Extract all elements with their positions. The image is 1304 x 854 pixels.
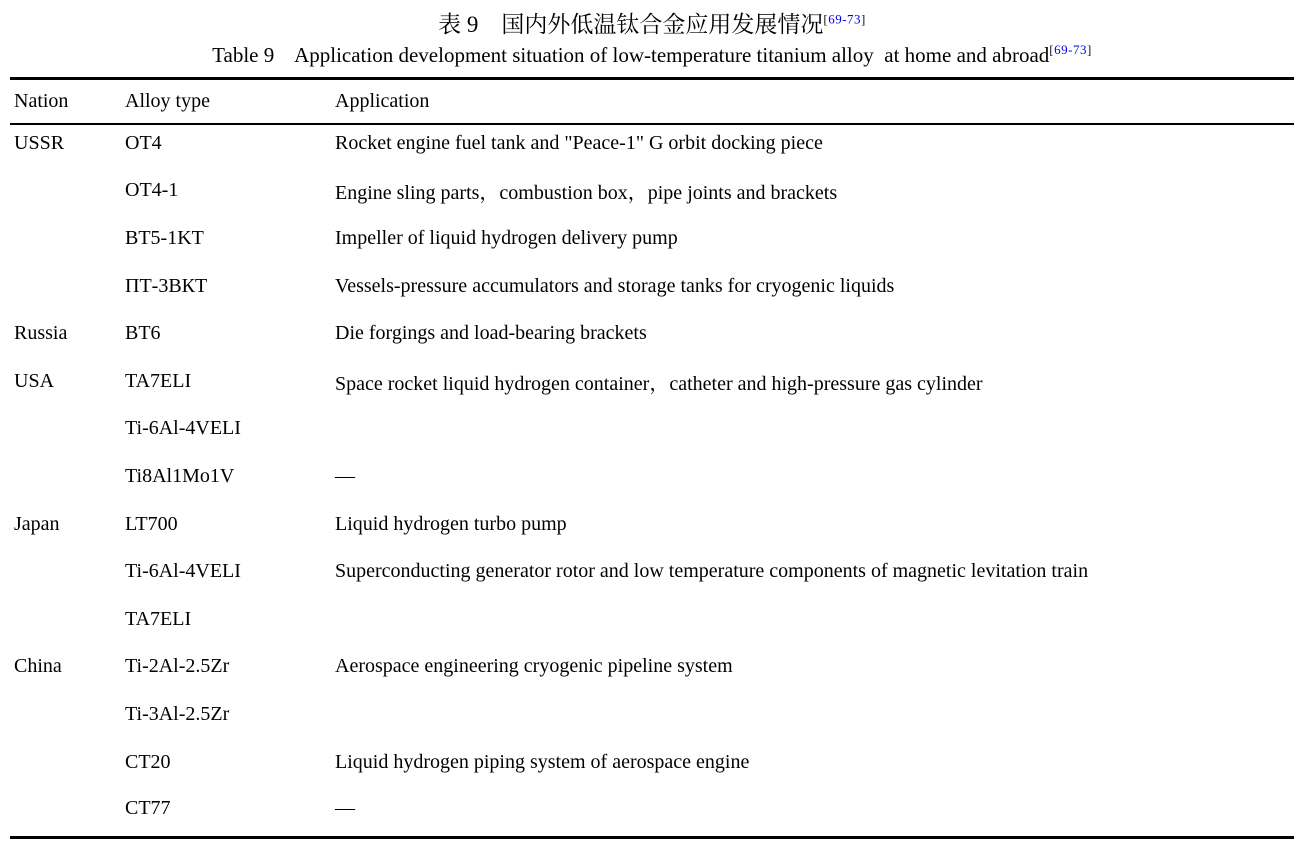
table-row xyxy=(10,124,1294,172)
table-row xyxy=(10,695,1294,743)
citation-close-bracket: ] xyxy=(1086,42,1092,57)
nation-cell xyxy=(10,599,121,647)
application-cell xyxy=(331,599,1294,647)
header-nation: Nation xyxy=(10,79,121,124)
application-cell xyxy=(331,695,1294,743)
citation-reference-numbers: 69-73 xyxy=(828,11,862,27)
application-cell xyxy=(331,409,1294,457)
application-cell: Liquid hydrogen piping system of aerospace engine xyxy=(335,750,750,773)
nation-cell xyxy=(10,266,121,314)
alloy-cell: CT77 xyxy=(125,797,171,820)
alloy-application-table xyxy=(10,77,1294,839)
application-cell: — xyxy=(335,464,355,487)
table-row xyxy=(10,266,1294,314)
table-row xyxy=(10,599,1294,647)
application-cell: Die forgings and load-bearing brackets xyxy=(335,322,647,345)
alloy-cell: CT20 xyxy=(125,750,171,773)
alloy-cell: OT4 xyxy=(125,132,162,155)
nation-cell: USSR xyxy=(14,132,65,155)
table-title-english-text: Table 9 Application development situation of low-temperature titanium alloy at home and abroad xyxy=(212,43,1050,67)
alloy-cell: Ti-3Al-2.5Zr xyxy=(125,702,230,725)
alloy-cell: TA7ELI xyxy=(125,607,192,630)
alloy-cell: LT700 xyxy=(125,512,178,535)
nation-cell xyxy=(10,552,121,600)
header-application: Application xyxy=(331,79,1294,124)
alloy-cell: BT5-1KT xyxy=(125,226,204,249)
table-body xyxy=(10,124,1294,838)
application-cell: — xyxy=(335,797,355,820)
application-cell: Rocket engine fuel tank and "Peace-1" G orbit docking piece xyxy=(335,132,823,155)
alloy-cell: OT4-1 xyxy=(125,179,179,202)
nation-cell xyxy=(10,457,121,505)
application-cell: Liquid hydrogen turbo pump xyxy=(335,512,567,535)
nation-cell xyxy=(10,171,121,219)
table-row xyxy=(10,647,1294,695)
nation-cell xyxy=(10,695,121,743)
nation-cell xyxy=(10,790,121,838)
alloy-cell: Ti-6Al-4VELI xyxy=(125,417,241,440)
table-row xyxy=(10,314,1294,362)
citation-close-bracket: ] xyxy=(861,11,866,27)
application-cell: Aerospace engineering cryogenic pipeline system xyxy=(335,655,733,678)
alloy-cell: Ti-6Al-4VELI xyxy=(125,560,241,583)
table-row xyxy=(10,790,1294,838)
citation-superscript-chinese xyxy=(823,11,866,26)
citation-open-bracket: [ xyxy=(823,11,829,27)
application-cell: Superconducting generator rotor and low temperature components of magnetic levitation train xyxy=(335,560,1089,583)
table-row xyxy=(10,742,1294,790)
table-row xyxy=(10,361,1294,409)
nation-cell: USA xyxy=(14,369,55,392)
alloy-cell: Ti8Al1Mo1V xyxy=(125,464,235,487)
alloy-cell: Ti-2Al-2.5Zr xyxy=(125,655,230,678)
nation-cell: Russia xyxy=(14,322,68,345)
alloy-cell: ПТ-3ВКТ xyxy=(125,274,208,297)
table-row xyxy=(10,504,1294,552)
alloy-cell: TA7ELI xyxy=(125,369,192,392)
nation-cell xyxy=(10,409,121,457)
citation-open-bracket: [ xyxy=(1049,42,1055,57)
nation-cell xyxy=(10,219,121,267)
table-row xyxy=(10,171,1294,219)
table-title-chinese-text: 表 9 国内外低温钛合金应用发展情况 xyxy=(438,12,824,37)
application-cell: Vessels-pressure accumulators and storage tanks for cryogenic liquids xyxy=(335,274,895,297)
nation-cell xyxy=(10,742,121,790)
table-header-row xyxy=(10,79,1294,124)
table-row xyxy=(10,219,1294,267)
application-cell: Space rocket liquid hydrogen container，catheter and high-pressure gas cylinder xyxy=(335,372,983,395)
citation-superscript-english xyxy=(1049,42,1092,57)
nation-cell: Japan xyxy=(14,512,60,535)
table-row xyxy=(10,409,1294,457)
application-cell: Engine sling parts，combustion box，pipe joints and brackets xyxy=(335,182,838,205)
table-title-english xyxy=(0,43,1304,68)
table-header xyxy=(10,79,1294,124)
table-title-chinese xyxy=(0,6,1304,39)
application-cell: Impeller of liquid hydrogen delivery pump xyxy=(335,226,678,249)
header-alloy-type: Alloy type xyxy=(121,79,331,124)
citation-reference-numbers: 69-73 xyxy=(1054,42,1087,57)
nation-cell: China xyxy=(14,655,62,678)
alloy-cell: BT6 xyxy=(125,322,161,345)
table-row xyxy=(10,457,1294,505)
table-row xyxy=(10,552,1294,600)
